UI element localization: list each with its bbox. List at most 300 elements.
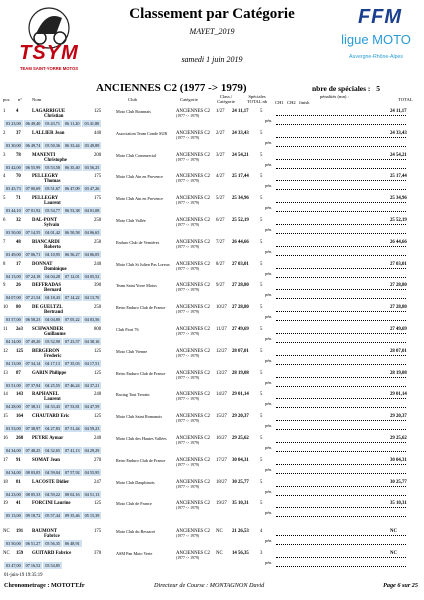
specials-done-cell: 5: [260, 305, 263, 311]
special-time: 07 14,55: [24, 229, 44, 236]
total-time-cell: 29 25,62: [232, 435, 249, 441]
category-cell: ANCIENNES C2: [176, 348, 210, 354]
rider-firstname-cell: Sylvain: [44, 222, 60, 228]
rider-firstname-cell: Christian: [44, 114, 64, 119]
category-years-cell: (1977 -> 1979): [176, 375, 200, 380]
special-time: 04 01,42: [43, 229, 63, 236]
penalty-line: [276, 490, 406, 496]
penalty-line: [276, 381, 406, 387]
rider-name-cell: BIANCARDI: [32, 239, 60, 245]
special-time: 03 47,00: [4, 562, 24, 569]
special-times: [4, 447, 102, 454]
special-time: 04 25,55: [43, 382, 63, 389]
special-time: 04 01,08: [83, 207, 103, 214]
bib-number-cell: 81: [16, 479, 21, 485]
special-times: [4, 491, 102, 498]
penalty-line: [276, 415, 406, 421]
club-cell: Enduro Club de Vernières: [116, 239, 160, 245]
special-time: 04 06,05: [83, 251, 103, 258]
category-years-cell: (1977 -> 1979): [176, 484, 200, 489]
club-cell: Moto Club St Julien Pas Loreux: [116, 261, 170, 267]
special-time: 04 07,00: [4, 294, 24, 301]
table-row: [0, 391, 424, 413]
position-cell: 3: [3, 152, 6, 158]
category-years-cell: (1977 -> 1979): [176, 179, 200, 184]
category-cell: ANCIENNES C2: [176, 283, 210, 289]
total-time-cell: 27 03,01: [232, 261, 249, 267]
rider-name-cell: DEFFRADAS: [32, 283, 62, 289]
special-time: 03 50,36: [43, 142, 63, 149]
rider-firstname-cell: Thomas: [44, 179, 61, 185]
rider-name-cell: SCHWANDER: [32, 326, 64, 332]
total-time-cell: 29 20,37: [232, 414, 249, 420]
position-cell: 2: [3, 130, 6, 136]
special-times: [4, 425, 102, 432]
rider-name-cell: RAPHANEL: [32, 392, 59, 398]
penalty-line: [276, 328, 406, 334]
category-years-cell: (1977 -> 1979): [176, 201, 200, 206]
category-cell: ANCIENNES C2: [176, 109, 210, 114]
penalty-label: pén.: [265, 226, 273, 232]
category-cell: ANCIENNES C2: [176, 130, 210, 136]
rider-name-cell: DE GUELTZL: [32, 305, 63, 311]
bib-number-cell: 26: [16, 283, 21, 289]
category-cell: ANCIENNES C2: [176, 414, 210, 420]
special-time: 07 38,97: [24, 425, 44, 432]
special-time: 06 50,58: [63, 229, 83, 236]
penalty-line: [276, 119, 406, 125]
penalty-label: pén.: [265, 379, 273, 385]
rider-name-cell: LAGARRIGUE: [32, 109, 66, 114]
special-time: 04 04,28: [43, 273, 63, 280]
special-time: 03 41,80: [82, 120, 102, 127]
rider-name-cell: PEYRE Aymar: [32, 435, 64, 441]
rider-firstname-cell: Laurent: [44, 397, 61, 403]
total-time-cell: 30 04,31: [232, 457, 249, 463]
specials-done-cell: 5: [260, 152, 263, 158]
specials-done-cell: 5: [260, 239, 263, 245]
position-cell: 11: [3, 326, 8, 332]
specials-done-cell: 5: [260, 196, 263, 202]
table-row: [0, 108, 424, 130]
penalty-line: [276, 446, 406, 452]
penalty-label: pén.: [265, 118, 273, 123]
club-cell: Moto Club Saint Romanois: [116, 414, 162, 420]
penalty-line: [276, 350, 406, 356]
total-time-cell: 25 34,96: [232, 196, 249, 202]
bib-number-cell: 191: [16, 529, 24, 535]
displacement-cell: 125: [94, 348, 102, 354]
penalty-label: pén.: [265, 335, 273, 341]
displacement-cell: 250: [94, 239, 102, 245]
col-total: TOTAL: [398, 97, 413, 102]
rider-firstname-cell: Roberto: [44, 244, 61, 250]
total-time-cell: 26 44,66: [232, 239, 249, 245]
table-row: [0, 304, 424, 326]
grand-total-cell: 30 25,77: [390, 479, 407, 485]
table-row: [0, 173, 424, 195]
special-time: 04 33,43: [43, 403, 63, 410]
special-times: [4, 273, 102, 280]
class-rank-cell: NC: [216, 550, 223, 556]
table-row: [0, 195, 424, 217]
rider-firstname-cell: Laurent: [44, 201, 61, 207]
bib-number-cell: 2e3: [16, 326, 23, 332]
grand-total-cell: 25 52,19: [390, 217, 407, 223]
position-cell: 15: [3, 414, 8, 420]
class-rank-cell: 17/27: [216, 457, 227, 463]
special-time: 04 04,80: [43, 316, 63, 323]
col-pos: pos.: [3, 97, 11, 102]
table-row: [0, 479, 424, 501]
event-name: MAYET_2019: [189, 27, 235, 36]
tsym-logo-text: TSYM: [19, 42, 79, 64]
special-time: 06 53,38: [63, 207, 83, 214]
penalty-line: [276, 184, 406, 190]
total-time-cell: 24 33,43: [232, 130, 249, 136]
position-cell: 6: [3, 217, 6, 223]
grand-total-cell: 29 20,37: [390, 414, 407, 420]
col-nom: Nom: [32, 97, 42, 102]
special-time: 07 46,24: [63, 382, 83, 389]
special-time: 04 38,16: [83, 338, 103, 345]
special-time: 07 51,44: [63, 425, 83, 432]
grand-total-cell: 27 49,69: [390, 326, 407, 332]
class-rank-cell: 8/27: [216, 261, 225, 267]
rider-name-cell: PELLEGRY: [32, 174, 59, 180]
grand-total-cell: NC: [390, 529, 397, 535]
specials-done-cell: 5: [260, 501, 263, 507]
special-times: [4, 360, 102, 367]
displacement-cell: 240: [94, 435, 102, 441]
special-times: [4, 120, 102, 127]
grand-total-cell: 27 28,80: [390, 283, 407, 289]
specials-done-cell: 3: [260, 550, 263, 556]
grand-total-cell: 30 04,31: [390, 457, 407, 463]
category-cell: ANCIENNES C2: [176, 392, 210, 398]
specials-done-cell: 5: [260, 217, 263, 223]
grand-total-cell: 25 34,96: [390, 196, 407, 202]
special-time: 06 47,09: [63, 185, 83, 192]
special-times: [4, 382, 102, 389]
club-cell: Retro Enduro Club de France: [116, 370, 166, 376]
rider-name-cell: FORCINI Laurine: [32, 501, 71, 507]
category-cell: ANCIENNES C2: [176, 435, 210, 441]
special-time: 04 51,13: [83, 491, 103, 498]
total-time-cell: 14 56,35: [232, 550, 249, 556]
bib-number-cell: 37: [16, 130, 21, 136]
special-time: 07 57,92: [63, 469, 83, 476]
special-time: 03 54,77: [43, 207, 63, 214]
position-cell: 17: [3, 457, 8, 463]
category-years-cell: (1977 -> 1979): [176, 462, 200, 467]
table-row: [0, 282, 424, 304]
category-cell: ANCIENNES C2: [176, 457, 210, 463]
special-time: 07 53,81: [63, 403, 83, 410]
col-finish: finish: [299, 100, 310, 105]
special-time: 06 55,99: [24, 164, 44, 171]
special-time: 06 49,40: [24, 120, 44, 127]
specials-done-cell: 5: [260, 392, 263, 398]
category-cell: ANCIENNES C2: [176, 196, 210, 202]
special-time: 07 06,71: [24, 251, 44, 258]
specials-done-cell: 5: [260, 174, 263, 180]
category-cell: ANCIENNES C2: [176, 217, 210, 223]
rider-name-cell: LACOSTE Didier: [32, 479, 70, 485]
displacement-cell: 270: [94, 457, 102, 463]
specials-done-cell: 5: [260, 109, 263, 114]
displacement-cell: 125: [94, 501, 102, 507]
special-time: 04 37,21: [83, 382, 103, 389]
penalty-line: [276, 219, 406, 225]
special-time: 04 34,00: [4, 447, 24, 454]
specials-count: [312, 84, 380, 93]
special-time: 04 10,95: [43, 251, 63, 258]
special-time: 04 32,65: [43, 447, 63, 454]
displacement-cell: 125: [94, 414, 102, 420]
club-cell: Retro Enduro Club de France: [116, 305, 166, 311]
position-cell: 12: [3, 348, 8, 354]
bib-number-cell: 143: [16, 392, 24, 398]
position-cell: 10: [3, 305, 8, 311]
special-time: 03 56,25: [83, 164, 103, 171]
special-time: 07 24,18: [24, 273, 44, 280]
special-time: 07 37,94: [24, 382, 44, 389]
penalty-line: [276, 539, 406, 545]
class-rank-cell: 3/27: [216, 152, 225, 158]
category-cell: ANCIENNES C2: [176, 326, 210, 332]
special-time: 04 17,13: [43, 360, 63, 367]
penalty-label: pén.: [265, 292, 273, 298]
page-footer: [4, 582, 420, 594]
penalty-line: [276, 293, 406, 299]
grand-total-cell: 27 28,80: [390, 305, 407, 311]
club-cell: Team Saint Yorre Motos: [116, 283, 157, 289]
class-rank-cell: 1/27: [216, 109, 225, 114]
special-time: 07 01,92: [24, 207, 44, 214]
club-cell: Moto Club Ain en Provence: [116, 196, 163, 202]
penalty-line: [276, 132, 406, 138]
special-time: 07 05,22: [63, 316, 83, 323]
club-cell: Moto Club de France: [116, 501, 152, 507]
total-time-cell: 27 28,80: [232, 305, 249, 311]
category-cell: ANCIENNES C2: [176, 239, 210, 245]
special-time: 03 45,73: [4, 185, 24, 192]
penalty-line: [276, 481, 406, 487]
special-time: 06 48,91: [63, 540, 83, 547]
page-number: Page 6 sur 25: [383, 582, 418, 589]
special-time: 03 44,10: [4, 207, 24, 214]
displacement-cell: 175: [94, 196, 102, 202]
category-years-cell: (1977 -> 1979): [176, 331, 200, 336]
rider-firstname-cell: Guillaume: [44, 331, 66, 337]
position-cell: 19: [3, 501, 8, 507]
category-years-cell: (1977 -> 1979): [176, 244, 200, 249]
club-cell: Moto Club des Hautes Vallées: [116, 435, 167, 441]
category-years-cell: (1977 -> 1979): [176, 222, 200, 227]
position-cell: NC: [3, 529, 10, 535]
class-rank-cell: 9/27: [216, 283, 225, 289]
table-row: [0, 239, 424, 261]
class-rank-cell: 4/27: [216, 174, 225, 180]
table-row: [0, 500, 424, 522]
specials-value: 5: [376, 84, 381, 93]
special-time: 07 21,54: [24, 294, 44, 301]
class-rank-cell: 7/27: [216, 239, 225, 245]
special-time: 04 17,51: [83, 360, 103, 367]
class-rank-cell: 11/27: [216, 326, 227, 332]
special-time: 06 51,27: [24, 540, 44, 547]
bib-number-cell: 159: [16, 550, 24, 556]
rider-name-cell: PELLEGRY: [32, 196, 59, 202]
table-row: [0, 261, 424, 283]
bib-number-cell: 164: [16, 414, 24, 420]
club-cell: Retro Enduro Club de France: [116, 457, 166, 463]
table-row: [0, 457, 424, 479]
rider-name-cell: GUITARD Fabrice: [32, 550, 72, 556]
penalty-line: [276, 424, 406, 430]
rider-name-cell: BAUMONT: [32, 529, 58, 535]
specials-done-cell: 5: [260, 130, 263, 136]
grand-total-cell: NC: [390, 550, 397, 556]
total-time-cell: 35 10,31: [232, 501, 249, 507]
position-cell: 13: [3, 370, 8, 376]
special-time: 03 30,00: [4, 142, 24, 149]
penalty-line: [276, 372, 406, 378]
special-time: 07 35,03: [63, 360, 83, 367]
special-time: 07 23,57: [63, 338, 83, 345]
special-time: 08 02,16: [63, 491, 83, 498]
penalty-label: pén.: [265, 488, 273, 494]
specials-done-cell: 5: [260, 435, 263, 441]
position-cell: 7: [3, 239, 6, 245]
special-time: 03 54,85: [43, 562, 63, 569]
grand-total-cell: 24 54,21: [390, 152, 407, 158]
tsym-logo-subtitle: TEAM SAINT-YORRE MOTOS: [19, 66, 79, 71]
special-time: 09 18,72: [24, 512, 44, 519]
specials-done-cell: 5: [260, 283, 263, 289]
bib-number-cell: 70: [16, 174, 21, 180]
category-years-cell: (1977 -> 1979): [176, 310, 200, 315]
penalty-label: pén.: [265, 357, 273, 363]
club-cell: Moto Club Ain en Provence: [116, 174, 163, 180]
col-ch1: CH1: [275, 100, 284, 105]
category-years-cell: (1977 -> 1979): [176, 555, 200, 560]
special-time: 09 35,46: [63, 512, 83, 519]
category-cell: ANCIENNES C2: [176, 501, 210, 507]
displacement-cell: 247: [94, 479, 102, 485]
category-years-cell: (1977 -> 1979): [176, 534, 200, 539]
penalty-line: [276, 315, 406, 321]
displacement-cell: 175: [94, 174, 102, 180]
special-times: [4, 185, 102, 192]
special-time: 04 13,00: [4, 360, 24, 367]
category-cell: ANCIENNES C2: [176, 305, 210, 311]
penalty-label: pén.: [265, 314, 273, 320]
bib-number-cell: 71: [16, 196, 21, 202]
penalty-label: pén.: [265, 205, 273, 211]
position-cell: 1: [3, 109, 6, 114]
special-time: 04 59,22: [43, 491, 63, 498]
class-rank-cell: 13/27: [216, 370, 227, 376]
specials-done-cell: 5: [260, 326, 263, 332]
special-time: 04 05,52: [83, 273, 103, 280]
bib-number-cell: 80: [16, 305, 21, 311]
position-cell: 5: [3, 196, 6, 202]
special-time: 07 00,69: [24, 185, 44, 192]
special-times: [4, 294, 102, 301]
specials-done-cell: 5: [260, 370, 263, 376]
displacement-cell: 440: [94, 130, 102, 136]
special-time: 03 49,89: [83, 142, 103, 149]
total-time-cell: 28 19,08: [232, 370, 249, 376]
special-times: [4, 403, 102, 410]
special-time: 07 14,22: [63, 294, 83, 301]
class-rank-cell: 2/27: [216, 130, 225, 136]
bib-number-cell: 125: [16, 348, 24, 354]
col-speciales: Spéciales TOTAL nb: [246, 94, 268, 104]
special-times: [4, 562, 63, 569]
bib-number-cell: 87: [16, 370, 21, 376]
grand-total-cell: 28 07,01: [390, 348, 407, 354]
rider-firstname-cell: Fabrice: [44, 534, 60, 540]
club-cell: Moto Club Roannais: [116, 109, 151, 114]
special-time: 08 05,33: [24, 491, 44, 498]
special-times: [4, 251, 102, 258]
class-rank-cell: 18/27: [216, 479, 227, 485]
total-time-cell: 27 28,80: [232, 283, 249, 289]
table-row: [0, 326, 424, 348]
penalty-label: pén.: [265, 538, 273, 544]
category-years-cell: (1977 -> 1979): [176, 135, 200, 140]
col-class: Class./ Catégorie: [217, 94, 235, 104]
penalty-line: [276, 272, 406, 278]
category-years-cell: (1977 -> 1979): [176, 157, 200, 162]
penalty-line: [276, 393, 406, 399]
special-time: 06 58,23: [24, 316, 44, 323]
displacement-cell: 240: [94, 392, 102, 398]
grand-total-cell: 29 01,14: [390, 392, 407, 398]
special-time: 03 43,71: [43, 120, 63, 127]
special-time: 03 51,67: [43, 185, 63, 192]
penalty-line: [276, 337, 406, 343]
special-time: 03 23,00: [4, 120, 24, 127]
special-time: 07 38,31: [24, 403, 44, 410]
special-time: 08 03,05: [24, 469, 44, 476]
specials-done-cell: 5: [260, 479, 263, 485]
special-time: 06 33,44: [63, 142, 83, 149]
special-time: 07 16,52: [24, 562, 44, 569]
special-times: [4, 469, 102, 476]
rider-name-cell: LALLIER Jean: [32, 130, 65, 136]
special-time: 03 56,35: [43, 540, 63, 547]
category-years-cell: (1977 -> 1979): [176, 440, 200, 445]
table-row: [0, 435, 424, 457]
bib-number-cell: 48: [16, 239, 21, 245]
rider-firstname-cell: Christophe: [44, 157, 67, 163]
special-time: 03 47,26: [83, 185, 103, 192]
displacement-cell: 125: [94, 109, 102, 114]
total-time-cell: 29 01,14: [232, 392, 249, 398]
column-headers: [0, 94, 424, 106]
special-time: 06 35,40: [63, 164, 83, 171]
special-time: 04 13,70: [83, 294, 103, 301]
specials-done-cell: 5: [260, 414, 263, 420]
print-timestamp: 01-juin-19 19:35:19: [4, 573, 43, 578]
rider-firstname-cell: Dominique: [44, 266, 67, 272]
position-cell: 9: [3, 283, 6, 289]
special-time: 03 57,00: [4, 316, 24, 323]
